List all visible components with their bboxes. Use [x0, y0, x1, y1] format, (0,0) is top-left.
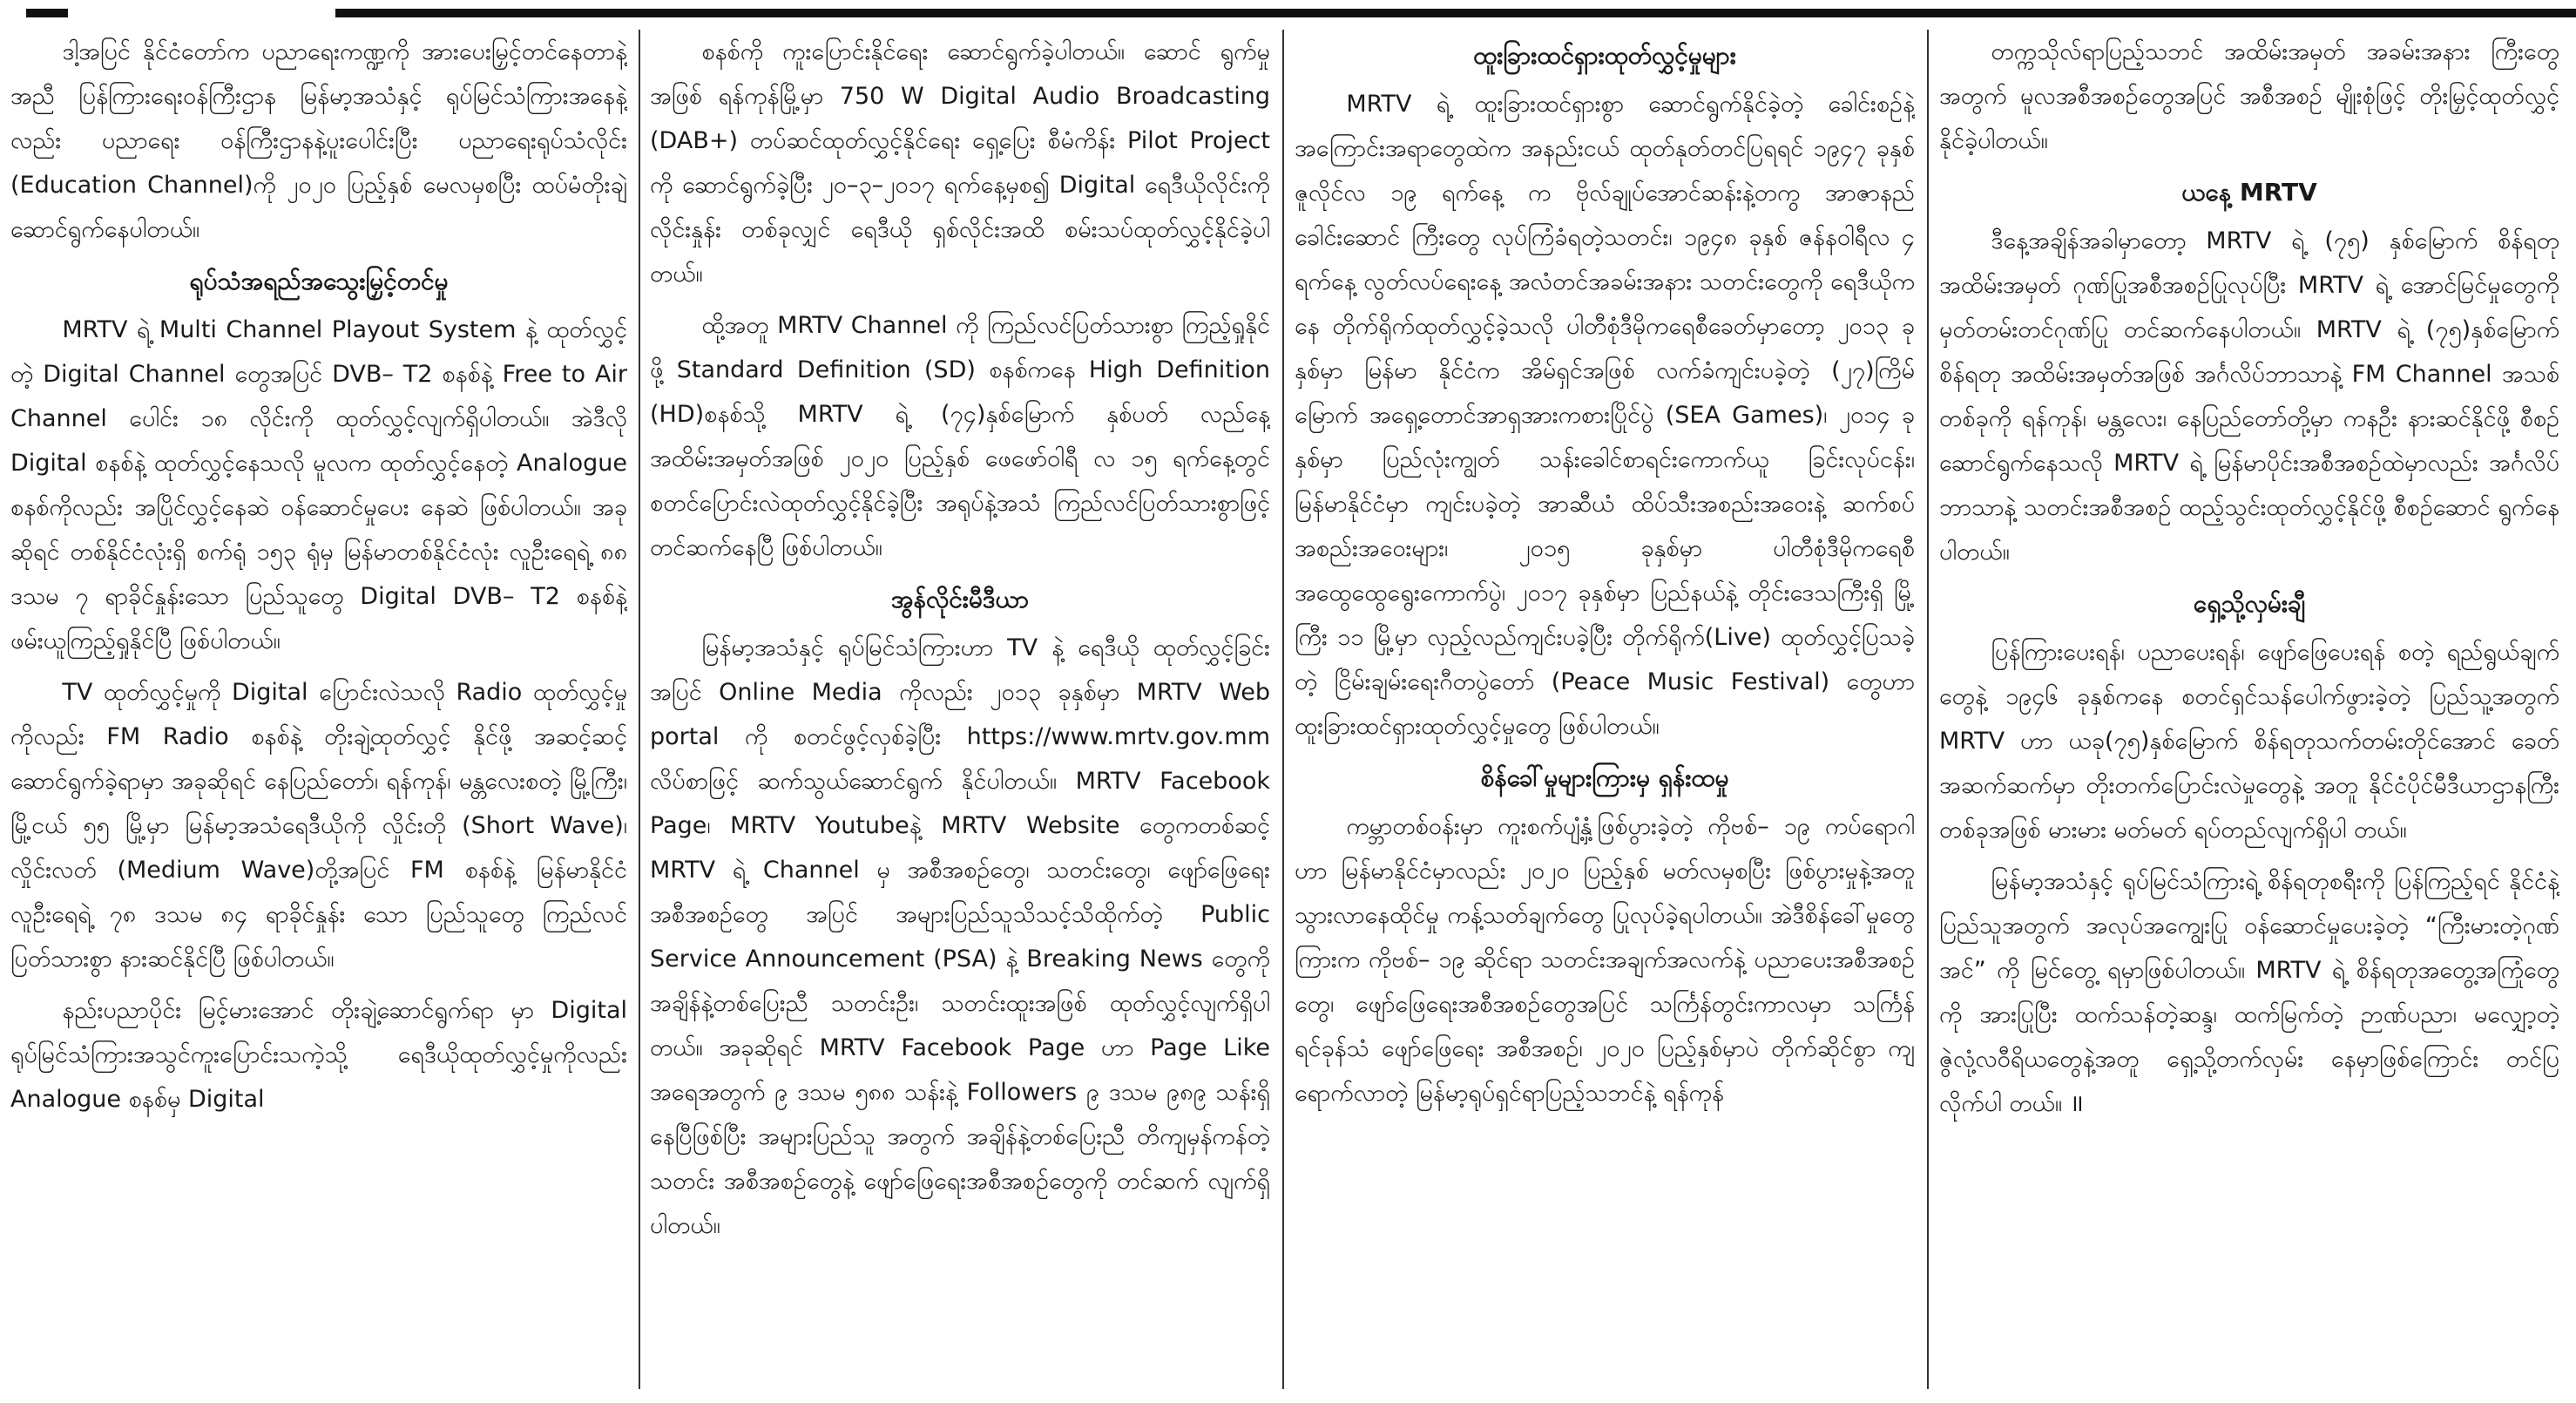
body-paragraph: မြန်မာ့အသံနှင့် ရုပ်မြင်သံကြားဟာ TV နဲ့ ရေဒီယို ထုတ်လွှင့်ခြင်းအပြင် Online Media ကိုလည်း ၂၀၁၃ ခုနှစ်မှာ MRTV Web portal ကို စတင်ဖွင့်လှစ်ခဲ့ပြီး https://www.mrtv.gov.mm လိပ်စာဖြင့် ဆက်သွယ်ဆောင်ရွက် နိုင်ပါတယ်။ MRTV Facebook Page၊ MRTV Youtubeနဲ့ MRTV Website တွေကတစ်ဆင့် MRTV ရဲ့ Channel မှ အစီအစဉ်တွေ၊ သတင်းတွေ၊ ဖျော်ဖြေရေး အစီအစဉ်တွေ အပြင် အများပြည်သူသိသင့်သိထိုက်တဲ့ Public Service Announcement (PSA) နဲ့ Breaking News တွေကို အချိန်နဲ့တစ်ပြေးညီ သတင်းဦး၊ သတင်းထူးအဖြစ် ထုတ်လွှင့်လျက်ရှိပါတယ်။ အခုဆိုရင် MRTV Facebook Page ဟာ Page Like အရေအတွက် ၉ ဒသမ ၅၈၈ သန်းနဲ့ Followers ၉ ဒသမ ၉၈၉ သန်းရှိနေပြီဖြစ်ပြီး အများပြည်သူ အတွက် အချိန်နဲ့တစ်ပြေးညီ တိကျမှန်ကန်တဲ့ သတင်း အစီအစဉ်တွေနဲ့ ဖျော်ဖြေရေးအစီအစဉ်တွေကို တင်ဆက် လျက်ရှိပါတယ်။ [650, 634, 1270, 1239]
body-paragraph: မြန်မာ့အသံနှင့် ရုပ်မြင်သံကြားရဲ့ စိန်ရတုစရီးကို ပြန်ကြည့်ရင် နိုင်ငံနဲ့ပြည်သူအတွက် အလုပ်အကျွေးပြု ဝန်ဆောင်မှုပေးခဲ့တဲ့ “ကြီးမားတဲ့ဂုဏ်အင်” ကို မြင်တွေ့ ရမှာဖြစ်ပါတယ်။ MRTV ရဲ့ စိန်ရတုအတွေ့အကြုံတွေကို အားပြုပြီး ထက်သန်တဲ့ဆန္ဒ၊ ထက်မြက်တဲ့ ဉာဏ်ပညာ၊ မလျှော့တဲ့ ဇွဲလုံ့လဝီရိယတွေနဲ့အတူ ရှေ့သို့တက်လှမ်း နေမှာဖြစ်ကြောင်း တင်ပြလိုက်ပါ တယ်။ ॥ [1939, 868, 2559, 1117]
body-paragraph: MRTV ရဲ့ ထူးခြားထင်ရှားစွာ ဆောင်ရွက်နိုင်ခဲ့တဲ့ ခေါင်းစဉ်နဲ့ အကြောင်းအရာတွေထဲက အနည်းငယ် ထုတ်နုတ်တင်ပြရရင် ၁၉၄၇ ခုနှစ် ဇူလိုင်လ ၁၉ ရက်နေ့ က ဗိုလ်ချုပ်အောင်ဆန်းနဲ့တကွ အာဇာနည်ခေါင်းဆောင် ကြီးတွေ လုပ်ကြံခံရတဲ့သတင်း၊ ၁၉၄၈ ခုနှစ် ဇန်နဝါရီလ ၄ ရက်နေ့ လွတ်လပ်ရေးနေ့ အလံတင်အခမ်းအနား သတင်းတွေကို ရေဒီယိုကနေ တိုက်ရိုက်ထုတ်လွှင့်ခဲ့သလို ပါတီစုံဒီမိုကရေစီခေတ်မှာတော့ ၂၀၁၃ ခုနှစ်မှာ မြန်မာ နိုင်ငံက အိမ်ရှင်အဖြစ် လက်ခံကျင်းပခဲ့တဲ့ (၂၇)ကြိမ် မြောက် အရှေ့တောင်အာရှအားကစားပြိုင်ပွဲ (SEA Games)၊ ၂၀၁၄ ခုနှစ်မှာ ပြည်လုံးကျွတ် သန်းခေါင်စာရင်းကောက်ယူ ခြင်းလုပ်ငန်း၊ မြန်မာနိုင်ငံမှာ ကျင်းပခဲ့တဲ့ အာဆီယံ ထိပ်သီးအစည်းအဝေးနဲ့ ဆက်စပ်အစည်းအဝေးများ၊ ၂၀၁၅ ခုနှစ်မှာ ပါတီစုံဒီမိုကရေစီ အထွေထွေရွေးကောက်ပွဲ၊ ၂၀၁၇ ခုနှစ်မှာ ပြည်နယ်နဲ့ တိုင်းဒေသကြီးရှိ မြို့ကြီး ၁၁ မြို့မှာ လှည့်လည်ကျင်းပခဲ့ပြီး တိုက်ရိုက်(Live) ထုတ်လွှင့်ပြသခဲ့တဲ့ ငြိမ်းချမ်းရေးဂီတပွဲတော် (Peace Music Festival) တွေဟာ ထူးခြားထင်ရှားထုတ်လွှင့်မှုတွေ ဖြစ်ပါတယ်။ [1295, 91, 1915, 740]
section-heading: ထူးခြားထင်ရှားထုတ်လွှင့်မှုများ [1473, 41, 1736, 70]
section-heading: အွန်လိုင်းမီဒီယာ [890, 585, 1030, 613]
body-paragraph: ထို့အတူ MRTV Channel ကို ကြည်လင်ပြတ်သားစွာ ကြည့်ရှုနိုင်ဖို့ Standard Definition (SD) စနစ်ကနေ High Definition (HD)စနစ်သို့ MRTV ရဲ့ (၇၄)နှစ်မြောက် နှစ်ပတ် လည်နေ့ အထိမ်းအမှတ်အဖြစ် ၂၀၂၀ ပြည့်နှစ် ဖေဖော်ဝါရီ လ ၁၅ ရက်နေ့တွင် စတင်ပြောင်းလဲထုတ်လွှင့်နိုင်ခဲ့ပြီး အရုပ်နဲ့အသံ ကြည်လင်ပြတ်သားစွာဖြင့် တင်ဆက်နေပြီ ဖြစ်ပါတယ်။ [650, 312, 1270, 561]
body-paragraph: MRTV ရဲ့ Multi Channel Playout System နဲ့ ထုတ်လွှင့်တဲ့ Digital Channel တွေအပြင် DVB– T2 စနစ်နဲ့ Free to Air Channel ပေါင်း ၁၈ လိုင်းကို ထုတ်လွှင့်လျက်ရှိပါတယ်။ အဲဒီလို Digital စနစ်နဲ့ ထုတ်လွှင့်နေသလို မူလက ထုတ်လွှင့်နေတဲ့ Analogue စနစ်ကိုလည်း အပြိုင်လွှင့်နေဆဲ ဝန်ဆောင်မှုပေး နေဆဲ ဖြစ်ပါတယ်။ အခုဆိုရင် တစ်နိုင်ငံလုံးရှိ စက်ရုံ ၁၅၃ ရုံမှ မြန်မာတစ်နိုင်ငံလုံး လူဦးရေရဲ့ ၈၈ ဒသမ ၇ ရာခိုင်နှုန်းသော ပြည်သူတွေ Digital DVB– T2 စနစ်နဲ့ ဖမ်းယူကြည့်ရှုနိုင်ပြီ ဖြစ်ပါတယ်။ [10, 316, 627, 654]
column-divider [1282, 30, 1284, 1389]
body-paragraph: တက္ကသိုလ်ရာပြည့်သဘင် အထိမ်းအမှတ် အခမ်းအနား ကြီးတွေအတွက် မူလအစီအစဉ်တွေအပြင် အစီအစဉ် မျိုးစုံဖြင့် တိုးမြှင့်ထုတ်လွှင့်နိုင်ခဲ့ပါတယ်။ [1939, 38, 2559, 154]
body-paragraph: ဒီနေ့အချိန်အခါမှာတော့ MRTV ရဲ့ (၇၅) နှစ်မြောက် စိန်ရတုအထိမ်းအမှတ် ဂုဏ်ပြုအစီအစဉ်ပြုလုပ်ပြီး MRTV ရဲ့ အောင်မြင်မှုတွေကို မှတ်တမ်းတင်ဂုဏ်ပြု တင်ဆက်နေပါတယ်။ MRTV ရဲ့ (၇၅)နှစ်မြောက် စိန်ရတု အထိမ်းအမှတ်အဖြစ် အင်္ဂလိပ်ဘာသာနဲ့ FM Channel အသစ်တစ်ခုကို ရန်ကုန်၊ မန္တလေး၊ နေပြည်တော်တို့မှာ ကနဦး နားဆင်နိုင်ဖို့ စီစဉ်ဆောင်ရွက်နေသလို MRTV ရဲ့ မြန်မာပိုင်းအစီအစဉ်ထဲမှာလည်း အင်္ဂလိပ်ဘာသာနဲ့ သတင်းအစီအစဉ် ထည့်သွင်းထုတ်လွှင့်နိုင်ဖို့ စီစဉ်ဆောင် ရွက်နေပါတယ်။ [1939, 227, 2559, 566]
body-paragraph: TV ထုတ်လွှင့်မှုကို Digital ပြောင်းလဲသလို Radio ထုတ်လွှင့်မှုကိုလည်း FM Radio စနစ်နဲ့ တိုးချဲ့ထုတ်လွှင့် နိုင်ဖို့ အဆင့်ဆင့်ဆောင်ရွက်ခဲ့ရာမှာ အခုဆိုရင် နေပြည်တော်၊ ရန်ကုန်၊ မန္တလေးစတဲ့ မြို့ကြီး၊ မြို့ငယ် ၅၅ မြို့မှာ မြန်မာ့အသံရေဒီယိုကို လှိုင်းတို (Short Wave)၊ လှိုင်းလတ် (Medium Wave)တို့အပြင် FM စနစ်နဲ့ မြန်မာနိုင်ငံလူဦးရေရဲ့ ၇၈ ဒသမ ၈၄ ရာခိုင်နှုန်း သော ပြည်သူတွေ ကြည်လင်ပြတ်သားစွာ နားဆင်နိုင်ပြီ ဖြစ်ပါတယ်။ [10, 679, 627, 973]
article-column-2 [650, 30, 1270, 1389]
article-column-3 [1295, 30, 1915, 1389]
column-divider [1927, 30, 1929, 1389]
article-column-4 [1939, 30, 2559, 1389]
article-column-1 [10, 30, 627, 1389]
body-paragraph: ကမ္ဘာတစ်ဝန်းမှာ ကူးစက်ပျံ့နှံ့ဖြစ်ပွားခဲ့တဲ့ ကိုဗစ်– ၁၉ ကပ်ရောဂါဟာ မြန်မာနိုင်ငံမှာလည်း ၂၀၂၀ ပြည့်နှစ် မတ်လမှစပြီး ဖြစ်ပွားမှုနဲ့အတူ သွားလာနေထိုင်မှု ကန့်သတ်ချက်တွေ ပြုလုပ်ခဲ့ရပါတယ်။ အဲဒီစိန်ခေါ်မှုတွေ ကြားက ကိုဗစ်– ၁၉ ဆိုင်ရာ သတင်းအချက်အလက်နဲ့ ပညာပေးအစီအစဉ်တွေ၊ ဖျော်ဖြေရေးအစီအစဉ်တွေအပြင် သင်္ကြန်တွင်းကာလမှာ သင်္ကြန်ရင်ခုန်သံ ဖျော်ဖြေရေး အစီအစဉ်၊ ၂၀၂၀ ပြည့်နှစ်မှာပဲ တိုက်ဆိုင်စွာ ကျရောက်လာတဲ့ မြန်မာ့ရုပ်ရှင်ရာပြည့်သဘင်နဲ့ ရန်ကုန် [1295, 813, 1915, 1107]
section-heading: ယနေ့ MRTV [2181, 178, 2317, 207]
header-rule-right [335, 9, 2576, 17]
section-heading: စိန်ခေါ်မှုများကြားမှ ရှန်းထမှု [1480, 763, 1729, 792]
body-paragraph: ပြန်ကြားပေးရန်၊ ပညာပေးရန်၊ ဖျော်ဖြေပေးရန် စတဲ့ ရည်ရွယ်ချက်တွေနဲ့ ၁၉၄၆ ခုနှစ်ကနေ စတင်ရှင်သန်ပေါက်ဖွားခဲ့တဲ့ ပြည်သူ့အတွက် MRTV ဟာ ယခု(၇၅)နှစ်မြောက် စိန်ရတုသက်တမ်းတိုင်အောင် ခေတ်အဆက်ဆက်မှာ တိုးတက်ပြောင်းလဲမှုတွေနဲ့ အတူ နိုင်ငံပိုင်မီဒီယာဌာနကြီးတစ်ခုအဖြစ် မားမား မတ်မတ် ရပ်တည်လျက်ရှိပါ တယ်။ [1939, 639, 2559, 844]
body-paragraph: ဒါ့အပြင် နိုင်ငံတော်က ပညာရေးကဏ္ဍကို အားပေးမြှင့်တင်နေတာနဲ့အညီ ပြန်ကြားရေးဝန်ကြီးဌာန မြန်မာ့အသံနှင့် ရုပ်မြင်သံကြားအနေနဲ့လည်း ပညာရေး ဝန်ကြီးဌာနနဲ့ပူးပေါင်းပြီး ပညာရေးရုပ်သံလိုင်း (Education Channel)ကို ၂၀၂၀ ပြည့်နှစ် မေလမှစပြီး ထပ်မံတိုးချဲ့ ဆောင်ရွက်နေပါတယ်။ [10, 38, 627, 243]
body-paragraph: စနစ်ကို ကူးပြောင်းနိုင်ရေး ဆောင်ရွက်ခဲ့ပါတယ်။ ဆောင် ရွက်မှုအဖြစ် ရန်ကုန်မြို့မှာ 750 W Digital Audio Broadcasting (DAB+) တပ်ဆင်ထုတ်လွှင့်နိုင်ရေး ရှေ့ပြေး စီမံကိန်း Pilot Project ကို ဆောင်ရွက်ခဲ့ပြီး ၂၀–၃–၂၀၁၇ ရက်နေ့မှစ၍ Digital ရေဒီယိုလိုင်းကို လိုင်းနှုန်း တစ်ခုလျှင် ရေဒီယို ရှစ်လိုင်းအထိ စမ်းသပ်ထုတ်လွှင့်နိုင်ခဲ့ပါတယ်။ [650, 38, 1270, 288]
header-rule-left [26, 9, 68, 17]
column-divider [639, 30, 640, 1389]
section-heading: ရုပ်သံအရည်အသွေးမြှင့်တင်မှု [189, 267, 449, 295]
body-paragraph: နည်းပညာပိုင်း မြင့်မားအောင် တိုးချဲ့ဆောင်ရွက်ရာ မှာ Digital ရုပ်မြင်သံကြားအသွင်ကူးပြောင်းသကဲ့သို့ ရေဒီယိုထုတ်လွှင့်မှုကိုလည်း Analogue စနစ်မှ Digital [10, 997, 627, 1113]
section-heading: ရှေ့သို့လှမ်းချီ [2193, 589, 2306, 618]
